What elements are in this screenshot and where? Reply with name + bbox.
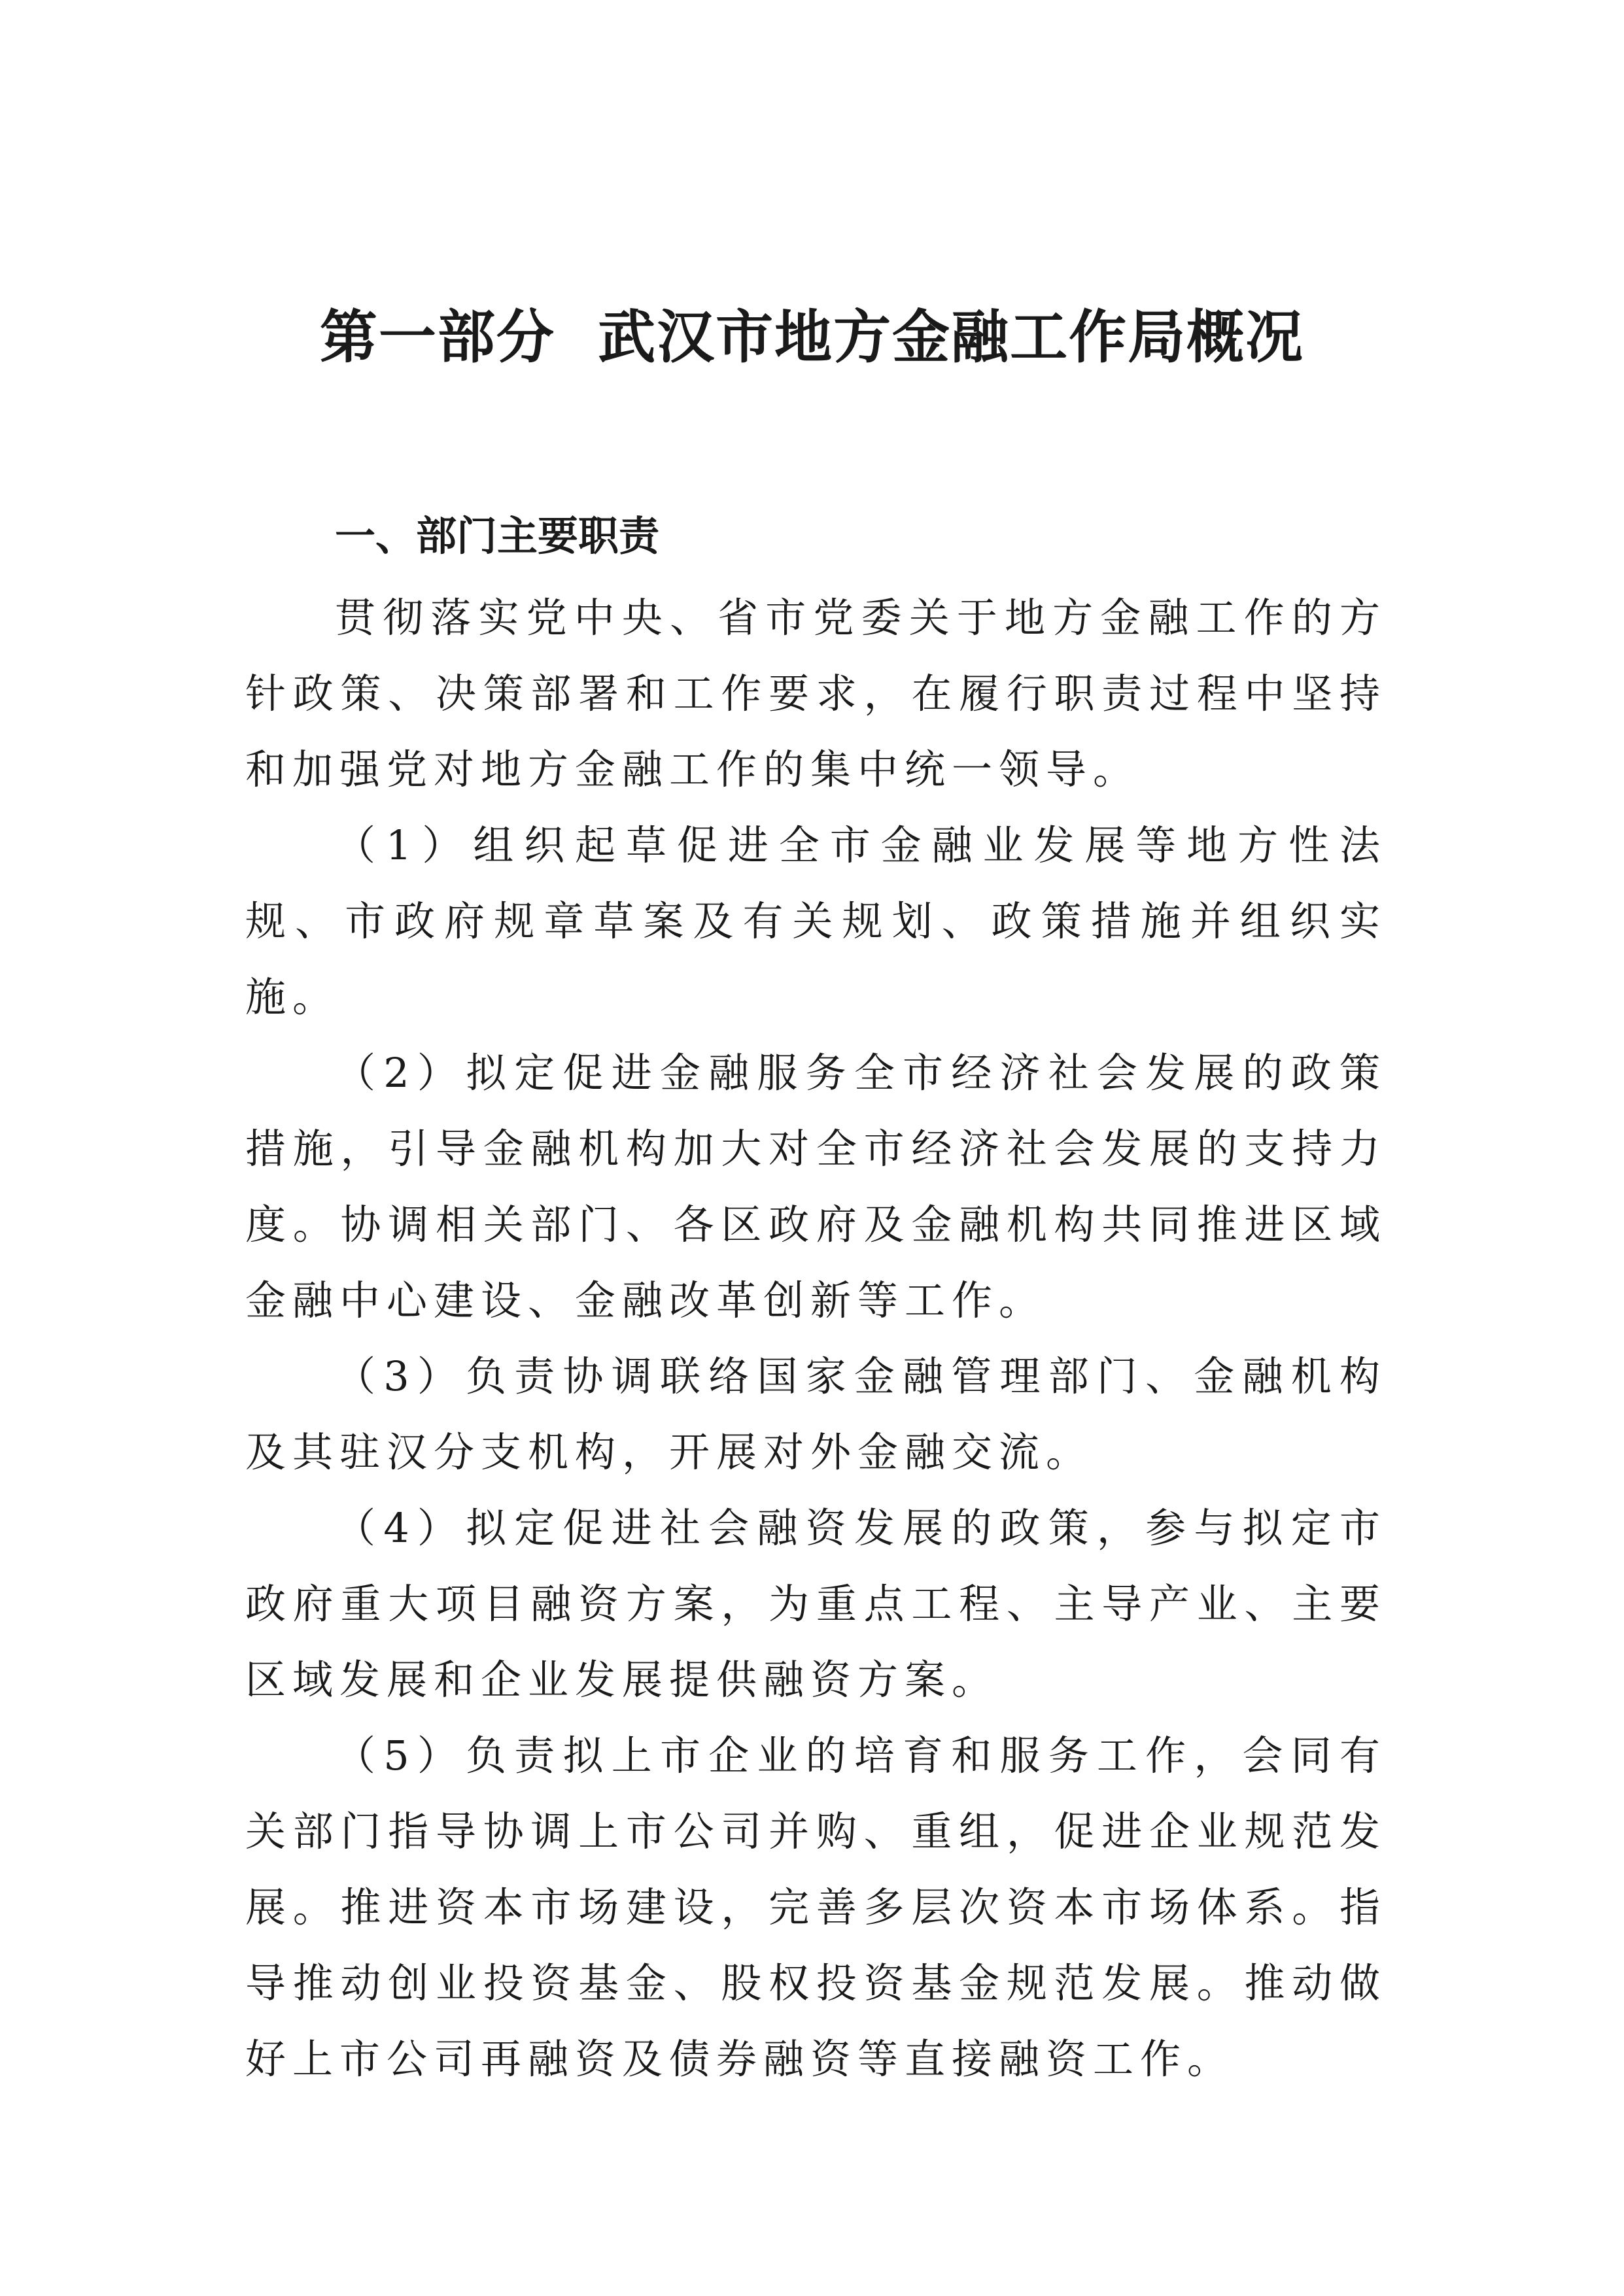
section-heading: 一、部门主要职责 <box>335 512 660 560</box>
paragraph-duty-3: （3）负责协调联络国家金融管理部门、金融机构及其驻汉分支机构，开展对外金融交流。 <box>245 1352 1387 1476</box>
paragraph-duty-4: （4）拟定促进社会融资发展的政策，参与拟定市政府重大项目融资方案，为重点工程、主导产业、主要区域发展和企业发展提供融资方案。 <box>245 1504 1387 1704</box>
paragraph-intro: 贯彻落实党中央、省市党委关于地方金融工作的方针政策、决策部署和工作要求，在履行职责过程中坚持和加强党对地方金融工作的集中统一领导。 <box>245 594 1387 793</box>
paragraph-duty-5: （5）负责拟上市企业的培育和服务工作，会同有关部门指导协调上市公司并购、重组，促进企业规范发展。推进资本市场建设，完善多层次资本市场体系。指导推动创业投资基金、股权投资基金规范发展。推动做好上市公司再融资及债券融资等直接融资工作。 <box>245 1732 1387 2083</box>
paragraph-duty-2: （2）拟定促进金融服务全市经济社会发展的政策措施，引导金融机构加大对全市经济社会发展的支持力度。协调相关部门、各区政府及金融机构共同推进区域金融中心建设、金融改革创新等工作。 <box>245 1049 1387 1324</box>
document-body <box>245 580 1387 2097</box>
page-title: 第一部分 武汉市地方金融工作局概况 <box>319 303 1305 371</box>
paragraph-duty-1: （1）组织起草促进全市金融业发展等地方性法规、市政府规章草案及有关规划、政策措施并组织实施。 <box>245 821 1387 1021</box>
